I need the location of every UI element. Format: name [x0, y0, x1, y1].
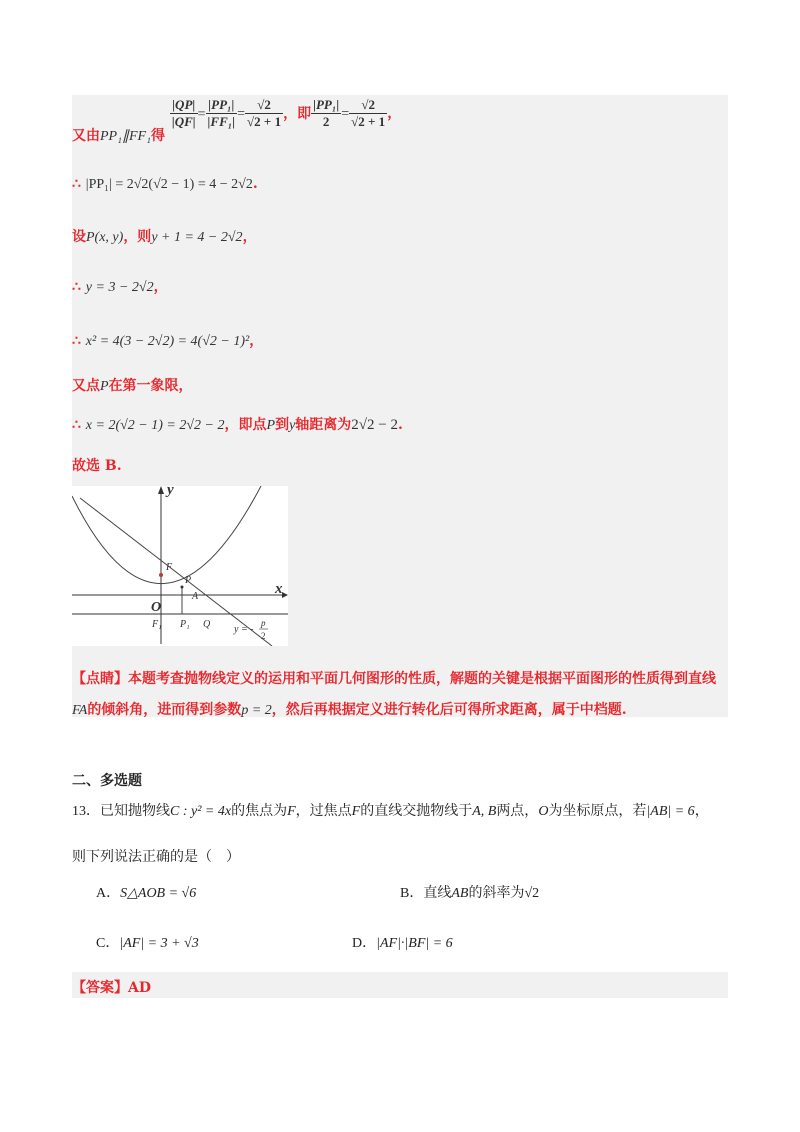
question-13: 13．已知抛物线C : y² = 4x的焦点为F，过焦点F的直线交抛物线于A, B两点，O为坐标原点，若|AB| = 6，	[72, 804, 709, 819]
label-a: A	[192, 591, 199, 602]
label-q: Q	[203, 619, 211, 630]
question-13-line-2: 则下列说法正确的是（ ）	[72, 850, 240, 865]
comment-tag: 【点睛】	[72, 671, 128, 687]
solution-line-6: 又点P在第一象限，	[72, 378, 193, 394]
label-directrix: y = -	[234, 624, 254, 635]
choice-text: 故选 B.	[72, 458, 122, 474]
solution-line-5: ∴ x² = 4(3 − 2√2) = 4(√2 − 1)²，	[72, 333, 264, 349]
solution-line-1: 又由PP₁∥FF₁得 $\frac{|QP|}{|QF|}$ = $\frac{\text{|PP₁|}}{\text{|FF₁|}}$ = $\frac{√2}{√2 + 1}$ ，即 $\frac{\text{|PP₁|}}{2}$ = $\frac{√2}{√2 + 1}$ ，	[72, 97, 402, 144]
math: C : y² = 4x	[170, 804, 232, 819]
math: y + 1 = 4 − 2√2	[151, 230, 243, 245]
focus-point	[159, 573, 163, 577]
solution-line-3: 设P(x, y)，则y + 1 = 4 − 2√2，	[72, 229, 257, 245]
label-directrix-num: p	[261, 618, 266, 628]
label-o: O	[151, 600, 162, 615]
answer-block	[72, 972, 728, 998]
math: PP₁∥FF₁	[100, 128, 151, 144]
math: P(x, y)	[86, 230, 124, 245]
math: y = 3 − 2√2	[85, 280, 154, 295]
solution-line-8	[72, 455, 122, 475]
section-title: 二、多选题	[72, 774, 142, 789]
label-f: F	[166, 562, 173, 573]
option-c: C．|AF| = 3 + √3	[96, 936, 199, 951]
fraction: $\frac{√2}{√2 + 1}$	[351, 97, 386, 129]
label-y: y	[167, 486, 174, 498]
text: 又由	[72, 127, 100, 144]
answer-tag: 【答案】	[72, 980, 128, 996]
option-b: B．直线AB的斜率为√2	[400, 886, 540, 901]
math: |PP₁| = 2√2(√2 − 1) = 4 − 2√2	[85, 177, 253, 192]
answer-value: AD	[128, 980, 152, 996]
therefore-symbol: ∴	[72, 176, 81, 192]
solution-line-7: ∴ x = 2(√2 − 1) = 2√2 − 2，即点P到y轴距离为2√2 − 2.	[72, 417, 403, 433]
text: 得	[150, 127, 165, 144]
solution-line-4: ∴ y = 3 − 2√2，	[72, 279, 168, 295]
fraction: $\frac{|QP|}{|QF|}$	[171, 97, 196, 129]
label-f1: F₁	[152, 619, 162, 630]
math: x² = 4(3 − 2√2) = 4(√2 − 1)²	[85, 334, 250, 349]
answer-line	[72, 977, 151, 997]
parabola-figure	[72, 486, 288, 646]
math: x = 2(√2 − 1) = 2√2 − 2	[85, 418, 225, 433]
text: ，即	[283, 105, 312, 122]
label-p1: P₁	[180, 619, 190, 630]
fraction: $\frac{\text{|PP₁|}}{2}$	[313, 97, 340, 129]
label-directrix-den: 2	[261, 631, 266, 641]
label-p: P	[185, 575, 192, 586]
label-x: x	[275, 581, 283, 597]
point-p	[181, 586, 184, 589]
option-d: D．|AF|·|BF| = 6	[352, 936, 453, 951]
solution-line-2: ∴ |PP₁| = 2√2(√2 − 1) = 4 − 2√2.	[72, 176, 258, 192]
comment-block: 【点睛】本题考查抛物线定义的运用和平面几何图形的性质，解题的关键是根据平面图形的性质得到直线 FA的倾斜角，进而得到参数p = 2，然后再根据定义进行转化后可得所求距离，属于中档题.	[72, 671, 716, 718]
fraction: $\frac{√2}{√2 + 1}$	[247, 97, 282, 129]
option-a: A．S△AOB = √6	[96, 886, 197, 901]
fraction: $\frac{\text{|PP₁|}}{\text{|FF₁|}}$	[207, 97, 236, 129]
